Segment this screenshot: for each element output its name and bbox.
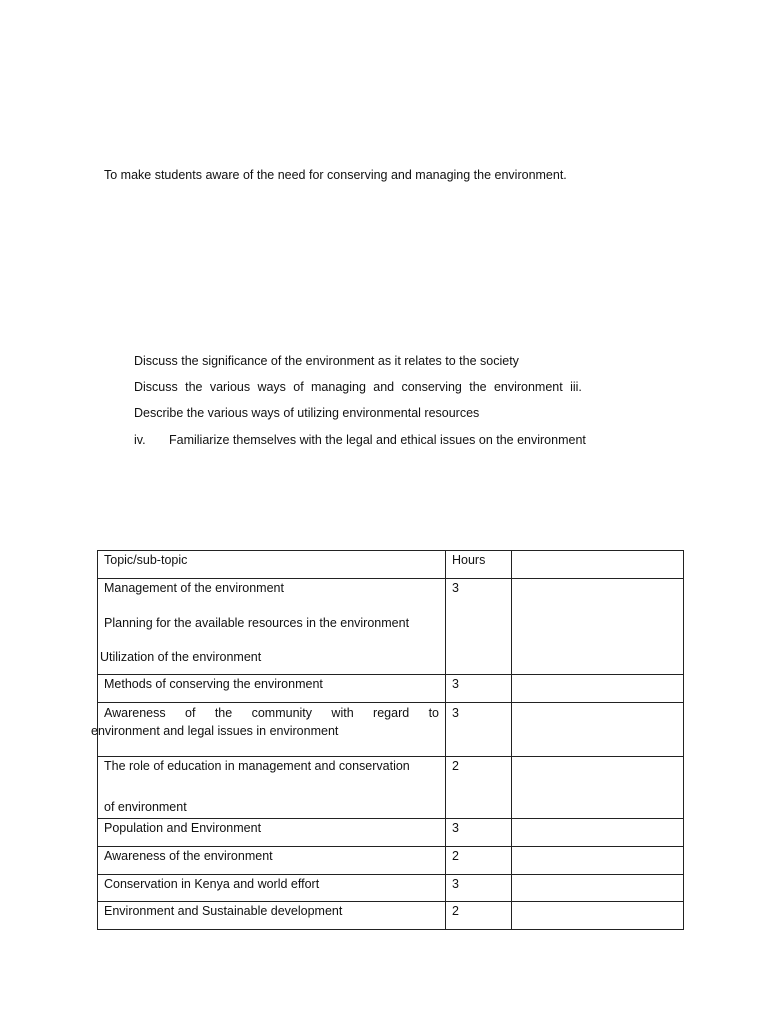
objective-2-word: the [185, 380, 203, 394]
header-topic: Topic/sub-topic [98, 551, 446, 579]
objective-2-word: iii. [570, 380, 582, 394]
topic-line: The role of education in management and conservation [104, 759, 410, 773]
empty-cell [512, 875, 684, 902]
objective-2-word: the [469, 380, 487, 394]
hours-cell: 3 [446, 819, 512, 847]
objective-4-number: iv. [134, 433, 146, 447]
empty-cell [512, 675, 684, 703]
table-row [98, 875, 684, 902]
empty-cell [512, 847, 684, 875]
topic-line: Management of the environment [104, 581, 284, 595]
course-purpose: To make students aware of the need for conserving and managing the environment. [104, 168, 567, 182]
header-extra [512, 551, 684, 579]
objective-2 [134, 380, 582, 394]
topic-line: Awareness of the community with regard to [104, 706, 439, 720]
hours-cell: 3 [446, 703, 512, 757]
table-row [98, 675, 684, 703]
table-header-row [98, 551, 684, 579]
topic-cell: Awareness of the environment [98, 847, 446, 875]
topic-cell [91, 703, 446, 757]
table-row [98, 819, 684, 847]
objective-2-word: of [293, 380, 304, 394]
topic-cell: Methods of conserving the environment [98, 675, 446, 703]
topic-cell: Conservation in Kenya and world effort [98, 875, 446, 902]
empty-cell [512, 902, 684, 930]
objective-1: Discuss the significance of the environment as it relates to the society [134, 354, 519, 368]
objective-2-word: managing [311, 380, 366, 394]
empty-cell [512, 757, 684, 819]
objective-2-word: ways [257, 380, 286, 394]
hours-cell: 2 [446, 757, 512, 819]
topic-cell: Population and Environment [98, 819, 446, 847]
objective-2-word: Discuss [134, 380, 178, 394]
empty-cell [512, 819, 684, 847]
topic-cell [98, 757, 446, 819]
header-hours: Hours [446, 551, 512, 579]
objective-2-word: various [209, 380, 251, 394]
course-content-table [91, 550, 684, 930]
objective-2-word: and [373, 380, 395, 394]
topic-line: Utilization of the environment [100, 650, 262, 664]
topic-cell [98, 579, 446, 675]
objective-4-text: Familiarize themselves with the legal and ethical issues on the environment [169, 433, 586, 447]
table-row [98, 847, 684, 875]
hours-cell: 3 [446, 875, 512, 902]
objective-4 [134, 433, 586, 447]
objective-2-word: conserving [401, 380, 462, 394]
hours-cell: 3 [446, 675, 512, 703]
empty-cell [512, 703, 684, 757]
table-row [98, 757, 684, 819]
topic-line: Planning for the available resources in the environment [104, 616, 410, 630]
topic-line: environment and legal issues in environment [91, 724, 339, 738]
hours-cell: 2 [446, 847, 512, 875]
hours-cell: 2 [446, 902, 512, 930]
empty-cell [512, 579, 684, 675]
objective-3: Describe the various ways of utilizing environmental resources [134, 406, 480, 420]
objective-2-word: environment [493, 380, 563, 394]
topic-line: of environment [104, 800, 187, 814]
hours-cell: 3 [446, 579, 512, 675]
table-row [98, 902, 684, 930]
topic-cell: Environment and Sustainable development [98, 902, 446, 930]
table-row [98, 703, 684, 757]
table-row [98, 579, 684, 675]
